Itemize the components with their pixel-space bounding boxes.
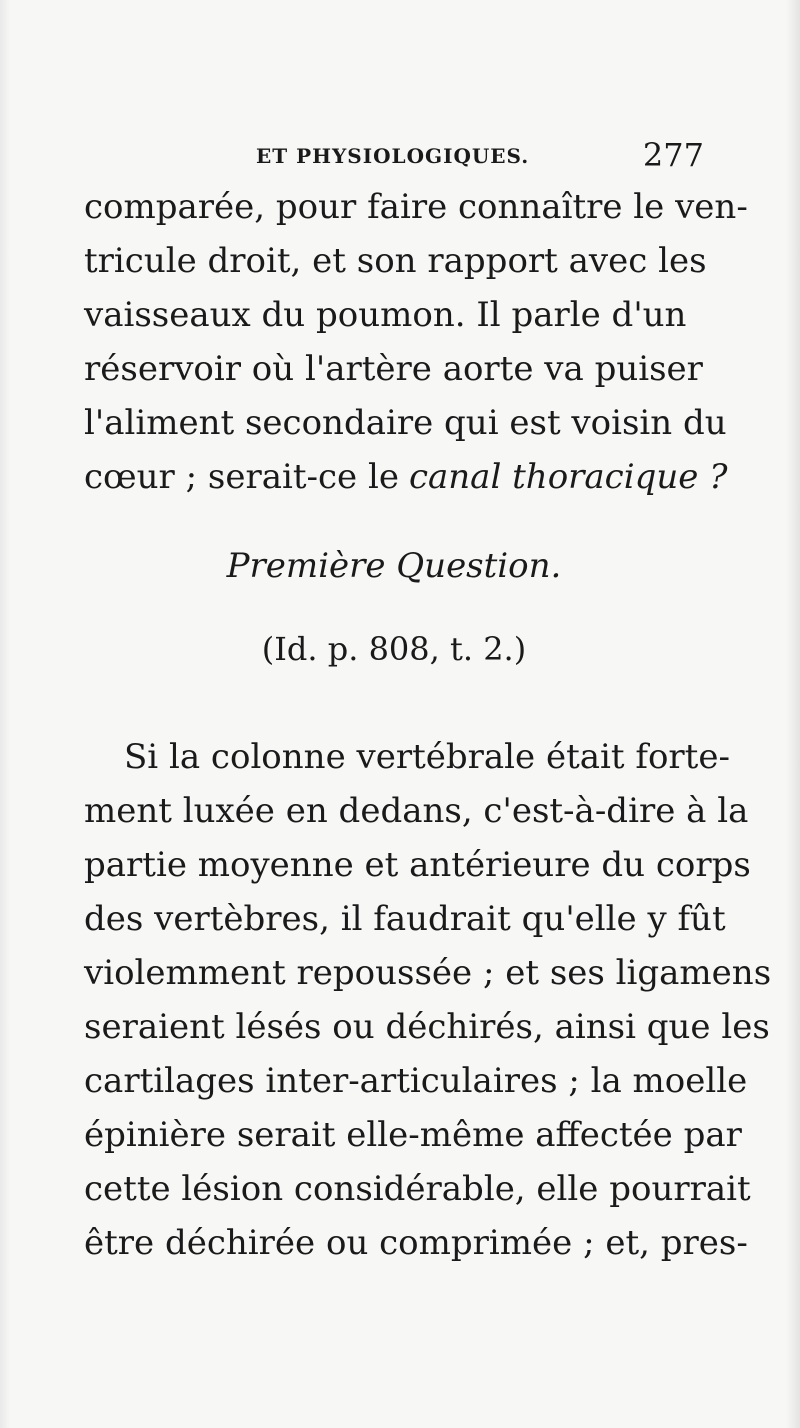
text-line: cette lésion considérable, elle pourrait [84, 1169, 751, 1209]
text-line: être déchirée ou comprimée ; et, pres- [84, 1223, 748, 1263]
text-line: seraient lésés ou déchirés, ainsi que les [84, 1007, 770, 1047]
text-line: épinière serait elle-même affectée par [84, 1115, 742, 1155]
section-reference: (Id. p. 808, t. 2.) [261, 630, 527, 668]
paragraph-1 [84, 180, 748, 504]
text-line: comparée, pour faire connaître le ven- [84, 187, 748, 227]
section-title: Première Question. [226, 546, 562, 586]
text-line: vaisseaux du poumon. Il parle d'un [84, 295, 687, 335]
paragraph-2 [84, 730, 772, 1270]
text-line: réservoir où l'artère aorte va puiser [84, 349, 703, 389]
page-gutter-shadow [0, 0, 10, 1428]
text-line: violemment repoussée ; et ses ligamens [84, 953, 772, 993]
text-line: ment luxée en dedans, c'est-à-dire à la [84, 791, 749, 831]
bleed-through-texture [70, 465, 790, 725]
running-head: ET PHYSIOLOGIQUES. [256, 144, 530, 168]
text-italic: canal thoracique ? [408, 457, 728, 497]
text-roman: cœur ; serait-ce le [84, 457, 399, 497]
text-line: l'aliment secondaire qui est voisin du [84, 403, 727, 443]
text-line: cartilages inter-articulaires ; la moelle [84, 1061, 748, 1101]
text-line: des vertèbres, il faudrait qu'elle y fût [84, 899, 726, 939]
page-number: 277 [642, 136, 704, 174]
text-line: partie moyenne et antérieure du corps [84, 845, 751, 885]
text-line: Si la colonne vertébrale était forte- [124, 737, 730, 777]
text-line: tricule droit, et son rapport avec les [84, 241, 707, 281]
page-header [84, 134, 704, 174]
text-line [84, 450, 728, 504]
